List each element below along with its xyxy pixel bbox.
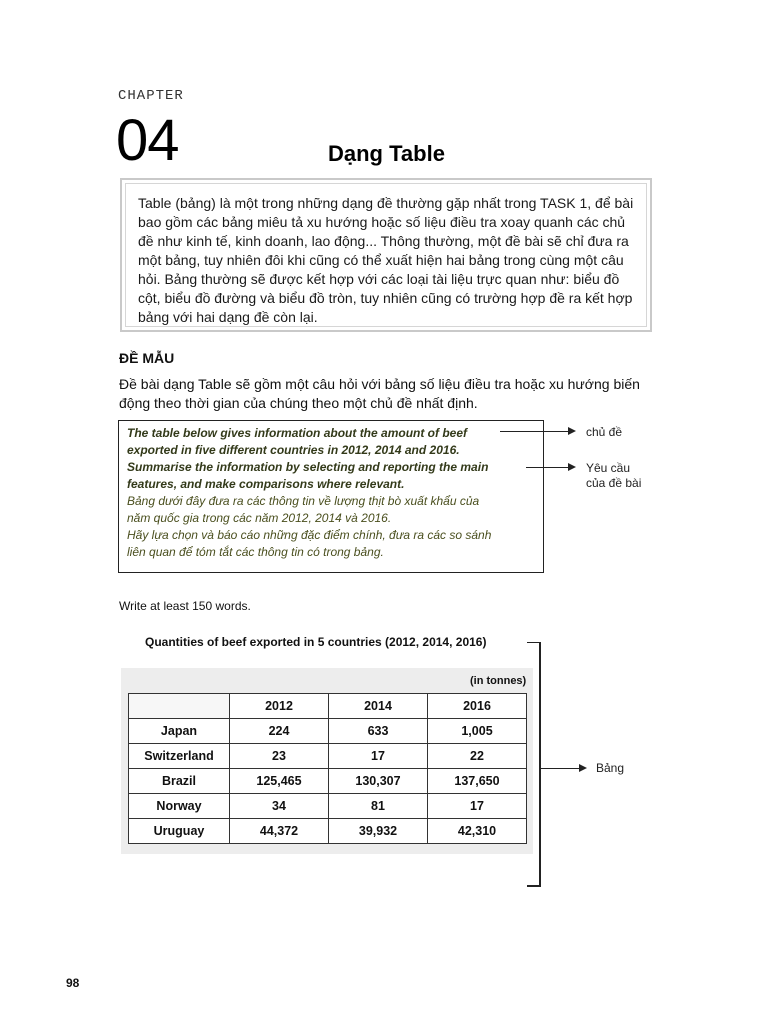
prompt-vi-line: năm quốc gia trong các năm 2012, 2014 và 2016. (127, 511, 392, 525)
table-cell: 22 (428, 744, 527, 769)
table-row (129, 819, 527, 844)
table-column-header: 2016 (428, 694, 527, 719)
intro-box-inner (125, 183, 647, 327)
topic-arrow-line (500, 431, 568, 432)
table-cell: 42,310 (428, 819, 527, 844)
table-cell: 17 (329, 744, 428, 769)
annotation-requirement-line1: Yêu cầu (586, 461, 631, 475)
prompt-en-line: The table below gives information about the amount of beef (127, 426, 468, 440)
table-row (129, 744, 527, 769)
table-column-header: 2014 (329, 694, 428, 719)
table-row-label: Switzerland (129, 744, 230, 769)
write-instruction: Write at least 150 words. (119, 599, 251, 613)
table-unit: (in tonnes) (470, 675, 527, 687)
table-cell: 130,307 (329, 769, 428, 794)
chapter-number: 04 (116, 108, 179, 173)
topic-arrowhead-icon (568, 427, 576, 435)
table-cell: 1,005 (428, 719, 527, 744)
page-number: 98 (66, 976, 80, 990)
prompt-vi-line: Bảng dưới đây đưa ra các thông tin về lượng thịt bò xuất khẩu của (127, 494, 480, 508)
prompt-en-line: Summarise the information by selecting and reporting the main (127, 460, 489, 474)
table-row-label: Norway (129, 794, 230, 819)
intro-box (120, 178, 652, 332)
table-row-label: Brazil (129, 769, 230, 794)
section-heading: ĐỀ MẪU (119, 350, 175, 366)
section-description: Đề bài dạng Table sẽ gồm một câu hỏi với bảng số liệu điều tra hoặc xu hướng biến động theo thời gian của chúng theo một chủ đề nhất định. (119, 376, 640, 411)
table-bracket (527, 642, 541, 887)
prompt-vi-line: liên quan để tóm tắt các thông tin có trong bảng. (127, 545, 384, 559)
table-cell: 224 (230, 719, 329, 744)
table-row-label: Uruguay (129, 819, 230, 844)
table-row (129, 769, 527, 794)
prompt-en-line: features, and make comparisons where relevant. (127, 477, 405, 491)
table-title: Quantities of beef exported in 5 countries (2012, 2014, 2016) (145, 635, 487, 649)
table-header-row (129, 694, 527, 719)
annotation-topic: chủ đề (586, 425, 623, 439)
intro-text: Table (bảng) là một trong những dạng đề thường gặp nhất trong TASK 1, để bài bao gồm các bảng miêu tả xu hướng hoặc số liệu điều tra xoay quanh các chủ đề như kinh tế, kinh doanh, lao động... Thông thường, một đề bài sẽ chỉ đưa ra một bảng, tuy nhiên đôi khi cũng có thể xuất hiện hai bảng trong cùng một câu hỏi. Bảng thường sẽ được kết hợp với các loại tài liệu trực quan như: biểu đồ cột, biểu đồ đường và biểu đồ tròn, tuy nhiên cũng có trường hợp đề ra kết hợp bảng với hai dạng đề còn lại. (138, 195, 634, 325)
table-arrow-line (541, 768, 579, 769)
table-cell: 81 (329, 794, 428, 819)
task-prompt-box (118, 420, 544, 573)
table-cell: 137,650 (428, 769, 527, 794)
table-row (129, 719, 527, 744)
data-table (128, 693, 527, 844)
table-corner-cell (129, 694, 230, 719)
requirement-arrowhead-icon (568, 463, 576, 471)
table-cell: 39,932 (329, 819, 428, 844)
table-arrowhead-icon (579, 764, 587, 772)
table-column-header: 2012 (230, 694, 329, 719)
table-cell: 17 (428, 794, 527, 819)
table-row-label: Japan (129, 719, 230, 744)
requirement-arrow-line (526, 467, 568, 468)
table-cell: 34 (230, 794, 329, 819)
table-cell: 23 (230, 744, 329, 769)
table-cell: 125,465 (230, 769, 329, 794)
annotation-table: Bảng (596, 761, 625, 775)
table-cell: 44,372 (230, 819, 329, 844)
prompt-vi-line: Hãy lựa chọn và báo cáo những đặc điểm chính, đưa ra các so sánh (127, 528, 492, 542)
annotation-requirement-line2: của đề bài (586, 476, 642, 490)
table-cell: 633 (329, 719, 428, 744)
chapter-label: CHAPTER (118, 88, 184, 104)
prompt-en-line: exported in five different countries in 2012, 2014 and 2016. (127, 443, 460, 457)
chapter-title: Dạng Table (328, 141, 445, 166)
table-row (129, 794, 527, 819)
